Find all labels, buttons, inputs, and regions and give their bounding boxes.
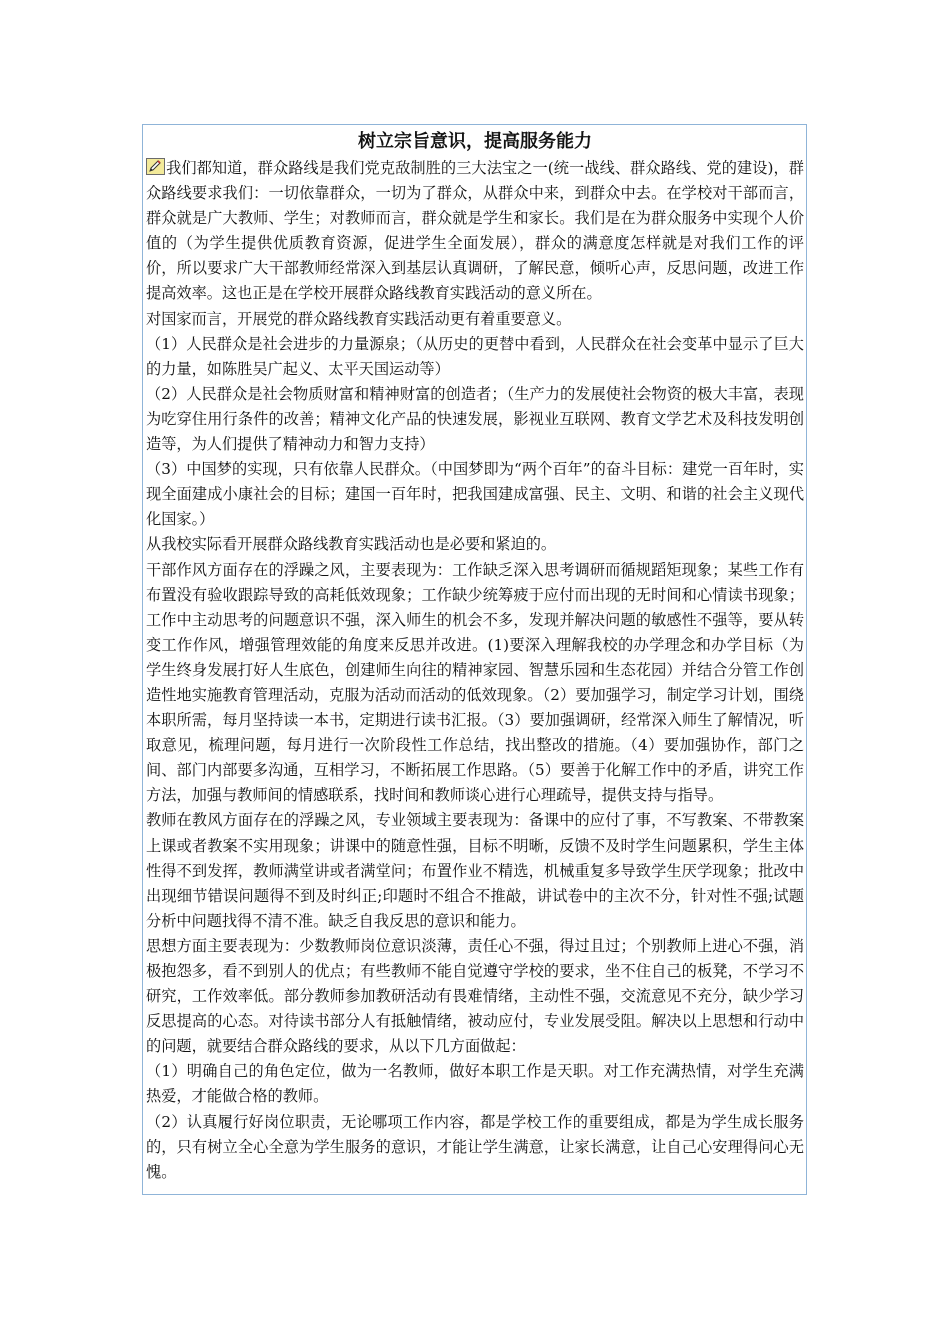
paragraph-8: 教师在教风方面存在的浮躁之风，专业领域主要表现为：备课中的应付了事，不写教案、不带教案上课或者教案不实用现象；讲课中的随意性强，目标不明晰，反馈不及时学生问题累积，学生主体性得不到发挥，教师满堂讲或者满堂问；布置作业不精选，机械重复多导致学生厌学现象；批改中出现细节错误问题得不到及时纠正;印题时不组合不推敲，讲试卷中的主次不分，针对性不强;试题分析中问题找得不清不准。缺乏自我反思的意识和能力。 [146, 811, 804, 930]
paragraph-2: 对国家而言，开展党的群众路线教育实践活动更有着重要意义。 [146, 309, 572, 328]
paragraph-9: 思想方面主要表现为：少数教师岗位意识淡薄，责任心不强，得过且过；个别教师上进心不强，消极抱怨多，看不到别人的优点；有些教师不能自觉遵守学校的要求，坐不住自己的板凳，不学习不研究，工作效率低。部分教师参加教研活动有畏难情绪，主动性不强，交流意见不充分，缺少学习反思提高的心态。对待读书部分人有抵触情绪，被动应付，专业发展受阻。解决以上思想和行动中的问题，就要结合群众路线的要求，从以下几方面做起： [146, 936, 804, 1056]
paragraph-text: 我们都知道，群众路线是我们党克敌制胜的三大法宝之一(统一战线、群众路线、党的建设)，群众路线要求我们：一切依靠群众，一切为了群众，从群众中来，到群众中去。在学校对干部而言，群众就是广大教师、学生；对教师而言，群众就是学生和家长。我们是在为群众服务中实现个人价值的（为学生提供优质教育资源，促进学生全面发展），群众的满意度怎样就是对我们工作的评价，所以要求广大干部教师经常深入到基层认真调研，了解民意，倾听心声，反思问题，改进工作提高效率。这也正是在学校开展群众路线教育实践活动的意义所在。 [146, 159, 804, 303]
paragraph-3: （1）人民群众是社会进步的力量源泉；（从历史的更替中看到，人民群众在社会变革中显示了巨大的力量，如陈胜吴广起义、太平天国运动等） [146, 334, 804, 378]
paragraph-5: （3）中国梦的实现，只有依靠人民群众。（中国梦即为“两个百年”的奋斗目标：建党一百年时，实现全面建成小康社会的目标；建国一百年时，把我国建成富强、民主、文明、和谐的社会主义现代化国家。） [146, 460, 804, 529]
paragraph-7: 干部作风方面存在的浮躁之风，主要表现为：工作缺乏深入思考调研而循规蹈矩现象；某些工作有布置没有验收跟踪导致的高耗低效现象；工作缺少统筹疲于应付而出现的无时间和心情读书现象；工作中主动思考的问题意识不强，深入师生的机会不多，发现并解决问题的敏感性不强等，要从转变工作作风，增强管理效能的角度来反思并改进。(1)要深入理解我校的办学理念和办学目标（为学生终身发展打好人生底色，创建师生向往的精神家园、智慧乐园和生态花园）并结合分管工作创造性地实施教育管理活动，克服为活动而活动的低效现象。（2）要加强学习，制定学习计划，围绕本职所需，每月坚持读一本书，定期进行读书汇报。（3）要加强调研，经常深入师生了解情况，听取意见，梳理问题，每月进行一次阶段性工作总结，找出整改的措施。（4）要加强协作，部门之间、部门内部要多沟通，互相学习，不断拓展工作思路。（5）要善于化解工作中的矛盾，讲究工作方法，加强与教师间的情感联系，找时间和教师谈心进行心理疏导，提供支持与指导。 [146, 560, 804, 805]
paragraph-6: 从我校实际看开展群众路线教育实践活动也是必要和紧迫的。 [146, 535, 557, 554]
paragraph-11: （2）认真履行好岗位职责，无论哪项工作内容，都是学校工作的重要组成，都是为学生成长服务的，只有树立全心全意为学生服务的意识，才能让学生满意，让家长满意，让自己心安理得问心无愧。 [146, 1112, 804, 1181]
edit-pencil-icon[interactable] [146, 158, 165, 175]
document-frame [142, 124, 807, 1195]
document-body [146, 156, 804, 1185]
document-title: 树立宗旨意识，提高服务能力 [358, 131, 592, 152]
paragraph-4: （2）人民群众是社会物质财富和精神财富的创造者；（生产力的发展使社会物资的极大丰富，表现为吃穿住用行条件的改善；精神文化产品的快速发展，影视业互联网、教育文学艺术及科技发明创造等，为人们提供了精神动力和智力支持） [146, 384, 804, 454]
paragraph-1 [146, 156, 804, 307]
paragraph-10: （1）明确自己的角色定位，做为一名教师，做好本职工作是天职。对工作充满热情，对学生充满热爱，才能做合格的教师。 [146, 1062, 804, 1106]
